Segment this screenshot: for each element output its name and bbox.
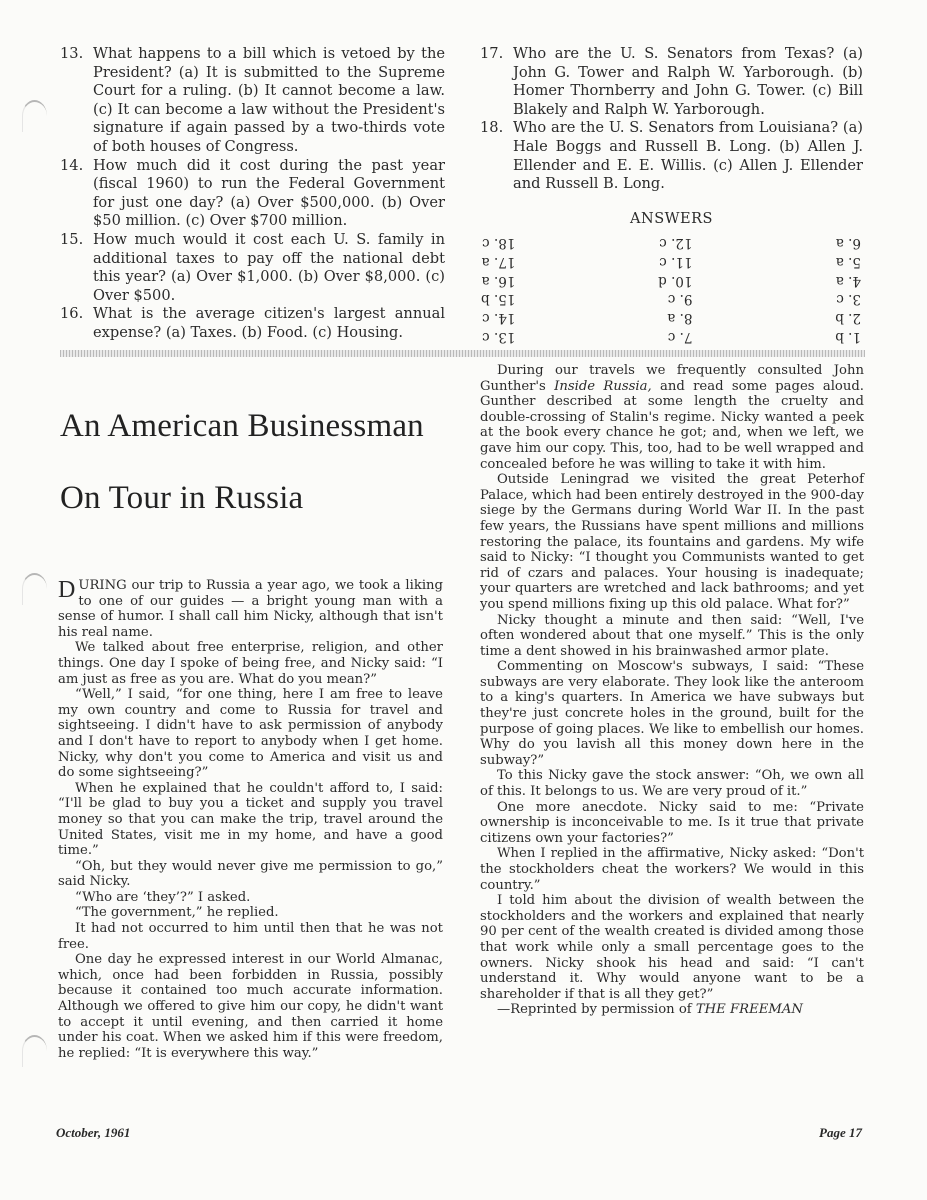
credit-source: THE FREEMAN xyxy=(695,1002,803,1018)
quiz-question-13: 13. What happens to a bill which is vetoed by the President? (a) It is submitted to the Supreme Court for a ruling. (b) It cannot become a law. (c) It can become a law without the President's signature if again passed by a two-thirds vote of both houses of Congress. xyxy=(60,45,445,155)
article-paragraph: Outside Leningrad we visited the great Peterhof Palace, which had been entirely destroyed in the 900-day siege by the Germans during World War II. In the past few years, the Russians have spent millions and millions restoring the palace, its fountains and gardens. My wife said to Nicky: “I thought you Communists wanted to get rid of czars and palaces. Your housing is inadequate; your quarters are wretched and lack bathrooms; and yet you spend millions fixing up this old palace. What for?” xyxy=(480,472,864,612)
article-paragraph: “Well,” I said, “for one thing, here I am free to leave my own country and come to Russia for travel and sightseeing. I didn't have to ask permission of anybody and I don't have to report to anybody when I get home. Nicky, why don't you come to America and visit us and do some sightseeing?” xyxy=(58,687,443,781)
section-divider-rule xyxy=(60,350,865,357)
footer-date: October, 1961 xyxy=(56,1125,131,1140)
quiz-question-15: 15. How much would it cost each U. S. family in additional taxes to pay off the national debt this year? (a) Over $1,000. (b) Over $8,000. (c) Over $500. xyxy=(60,230,445,304)
article-title-line-2: On Tour in Russia xyxy=(60,480,304,516)
article-paragraph: To this Nicky gave the stock answer: “Oh, we own all of this. It belongs to us. We are very proud of it.” xyxy=(480,768,864,800)
drop-cap: D xyxy=(58,577,76,603)
article-paragraph: I told him about the division of wealth between the stockholders and the workers and explained that nearly 90 per cent of the wealth created is divided among those that work while only a small percentage goes to the owners. Nicky shook his head and said: “I can't understand it. Why would anyone want to be a shareholder if that is all they get?” xyxy=(480,893,864,1002)
answers-column-2: 7. c 8. a 9. c 10. d 11. c 12. c xyxy=(658,234,693,345)
reprint-credit: —Reprinted by permission of THE FREEMAN xyxy=(497,1002,803,1018)
article-paragraph: Nicky thought a minute and then said: “Well, I've often wondered about that one myself.” This is the only time a dent showed in his brainwashed armor plate. xyxy=(480,612,864,659)
binder-hole-bottom xyxy=(22,1035,47,1067)
footer-page-number: Page 17 xyxy=(819,1125,862,1140)
article-paragraph: When I replied in the affirmative, Nicky asked: “Don't the stockholders cheat the workers? We would in this country.” xyxy=(480,846,864,893)
quiz-question-18: 18. Who are the U. S. Senators from Louisiana? (a) Hale Boggs and Russell B. Long. (b) Allen J. Ellender and E. E. Willis. (c) Allen J. Ellender and Russell B. Long. xyxy=(480,119,863,193)
binder-hole-top xyxy=(22,100,47,132)
answers-heading: ANSWERS xyxy=(630,211,713,227)
answers-key-upside-down xyxy=(481,233,861,346)
article-paragraph: We talked about free enterprise, religion, and other things. One day I spoke of being free, and Nicky said: “I am just as free as you are. What do you mean?” xyxy=(58,640,443,687)
article-right-column xyxy=(480,363,864,1018)
book-title: Inside Russia, xyxy=(554,378,652,394)
answers-column-3: 13. c 14. c 15. b 16. a 17. a 18. c xyxy=(481,234,516,345)
binder-hole-middle xyxy=(22,573,47,605)
article-left-column xyxy=(58,578,443,1061)
article-title-line-1: An American Businessman xyxy=(60,408,424,444)
article-paragraph: During our travels we frequently consulted John Gunther's Inside Russia, and read some pages aloud. Gunther described at some length the cruelty and double-crossing of Stalin's regime. Nicky wanted a peek at the book every chance he got; and, when we left, we gave him our copy. This, too, had to be well wrapped and concealed before he was willing to take it with him. xyxy=(480,363,864,472)
answers-column-1: 1. b 2. b 3. c 4. a 5. a 6. a xyxy=(835,234,861,345)
article-paragraph: When he explained that he couldn't afford to, I said: “I'll be glad to buy you a ticket and supply you travel money so that you can make the trip, travel around the United States, visit me in my home, and have a good time.” xyxy=(58,780,443,859)
article-paragraph: It had not occurred to him until then that he was not free. xyxy=(58,921,443,952)
article-paragraph: One day he expressed interest in our World Almanac, which, once had been forbidden in Russia, possibly because it contained too much accurate information. Although we offered to give him our copy, he didn't want to accept it until evening, and then carried it home under his coat. When we asked him if this were freedom, he replied: “It is everywhere this way.” xyxy=(58,952,443,1061)
article-paragraph: “Who are ‘they’?” I asked. xyxy=(75,889,251,905)
article-paragraph: Commenting on Moscow's subways, I said: “These subways are very elaborate. They look like the anteroom to a king's quarters. In America we have subways but they're just concrete holes in the ground, built for the purpose of going places. We like to embellish our homes. Why do you lavish all this money down here in the subway?” xyxy=(480,659,864,768)
quiz-left-column xyxy=(60,45,445,343)
article-paragraph: One more anecdote. Nicky said to me: “Private ownership is inconceivable to me. Is it true that private citizens own your factories?” xyxy=(480,799,864,846)
quiz-question-16: 16. What is the average citizen's largest annual expense? (a) Taxes. (b) Food. (c) Housing. xyxy=(60,305,445,341)
article-paragraph: “Oh, but they would never give me permission to go,” said Nicky. xyxy=(58,858,443,890)
quiz-question-17: 17. Who are the U. S. Senators from Texas? (a) John G. Tower and Ralph W. Yarborough. (b) Homer Thornberry and John G. Tower. (c) Bill Blakely and Ralph W. Yarborough. xyxy=(480,45,863,118)
quiz-question-14: 14. How much did it cost during the past year (fiscal 1960) to run the Federal Government for just one day? (a) Over $500,000. (b) Over $50 million. (c) Over $700 million. xyxy=(60,156,445,230)
article-paragraph: DURING our trip to Russia a year ago, we took a liking to one of our guides — a bright young man with a sense of humor. I shall call him Nicky, although that isn't his real name. xyxy=(58,577,443,640)
article-paragraph: “The government,” he replied. xyxy=(75,905,279,921)
quiz-right-column xyxy=(480,45,863,194)
